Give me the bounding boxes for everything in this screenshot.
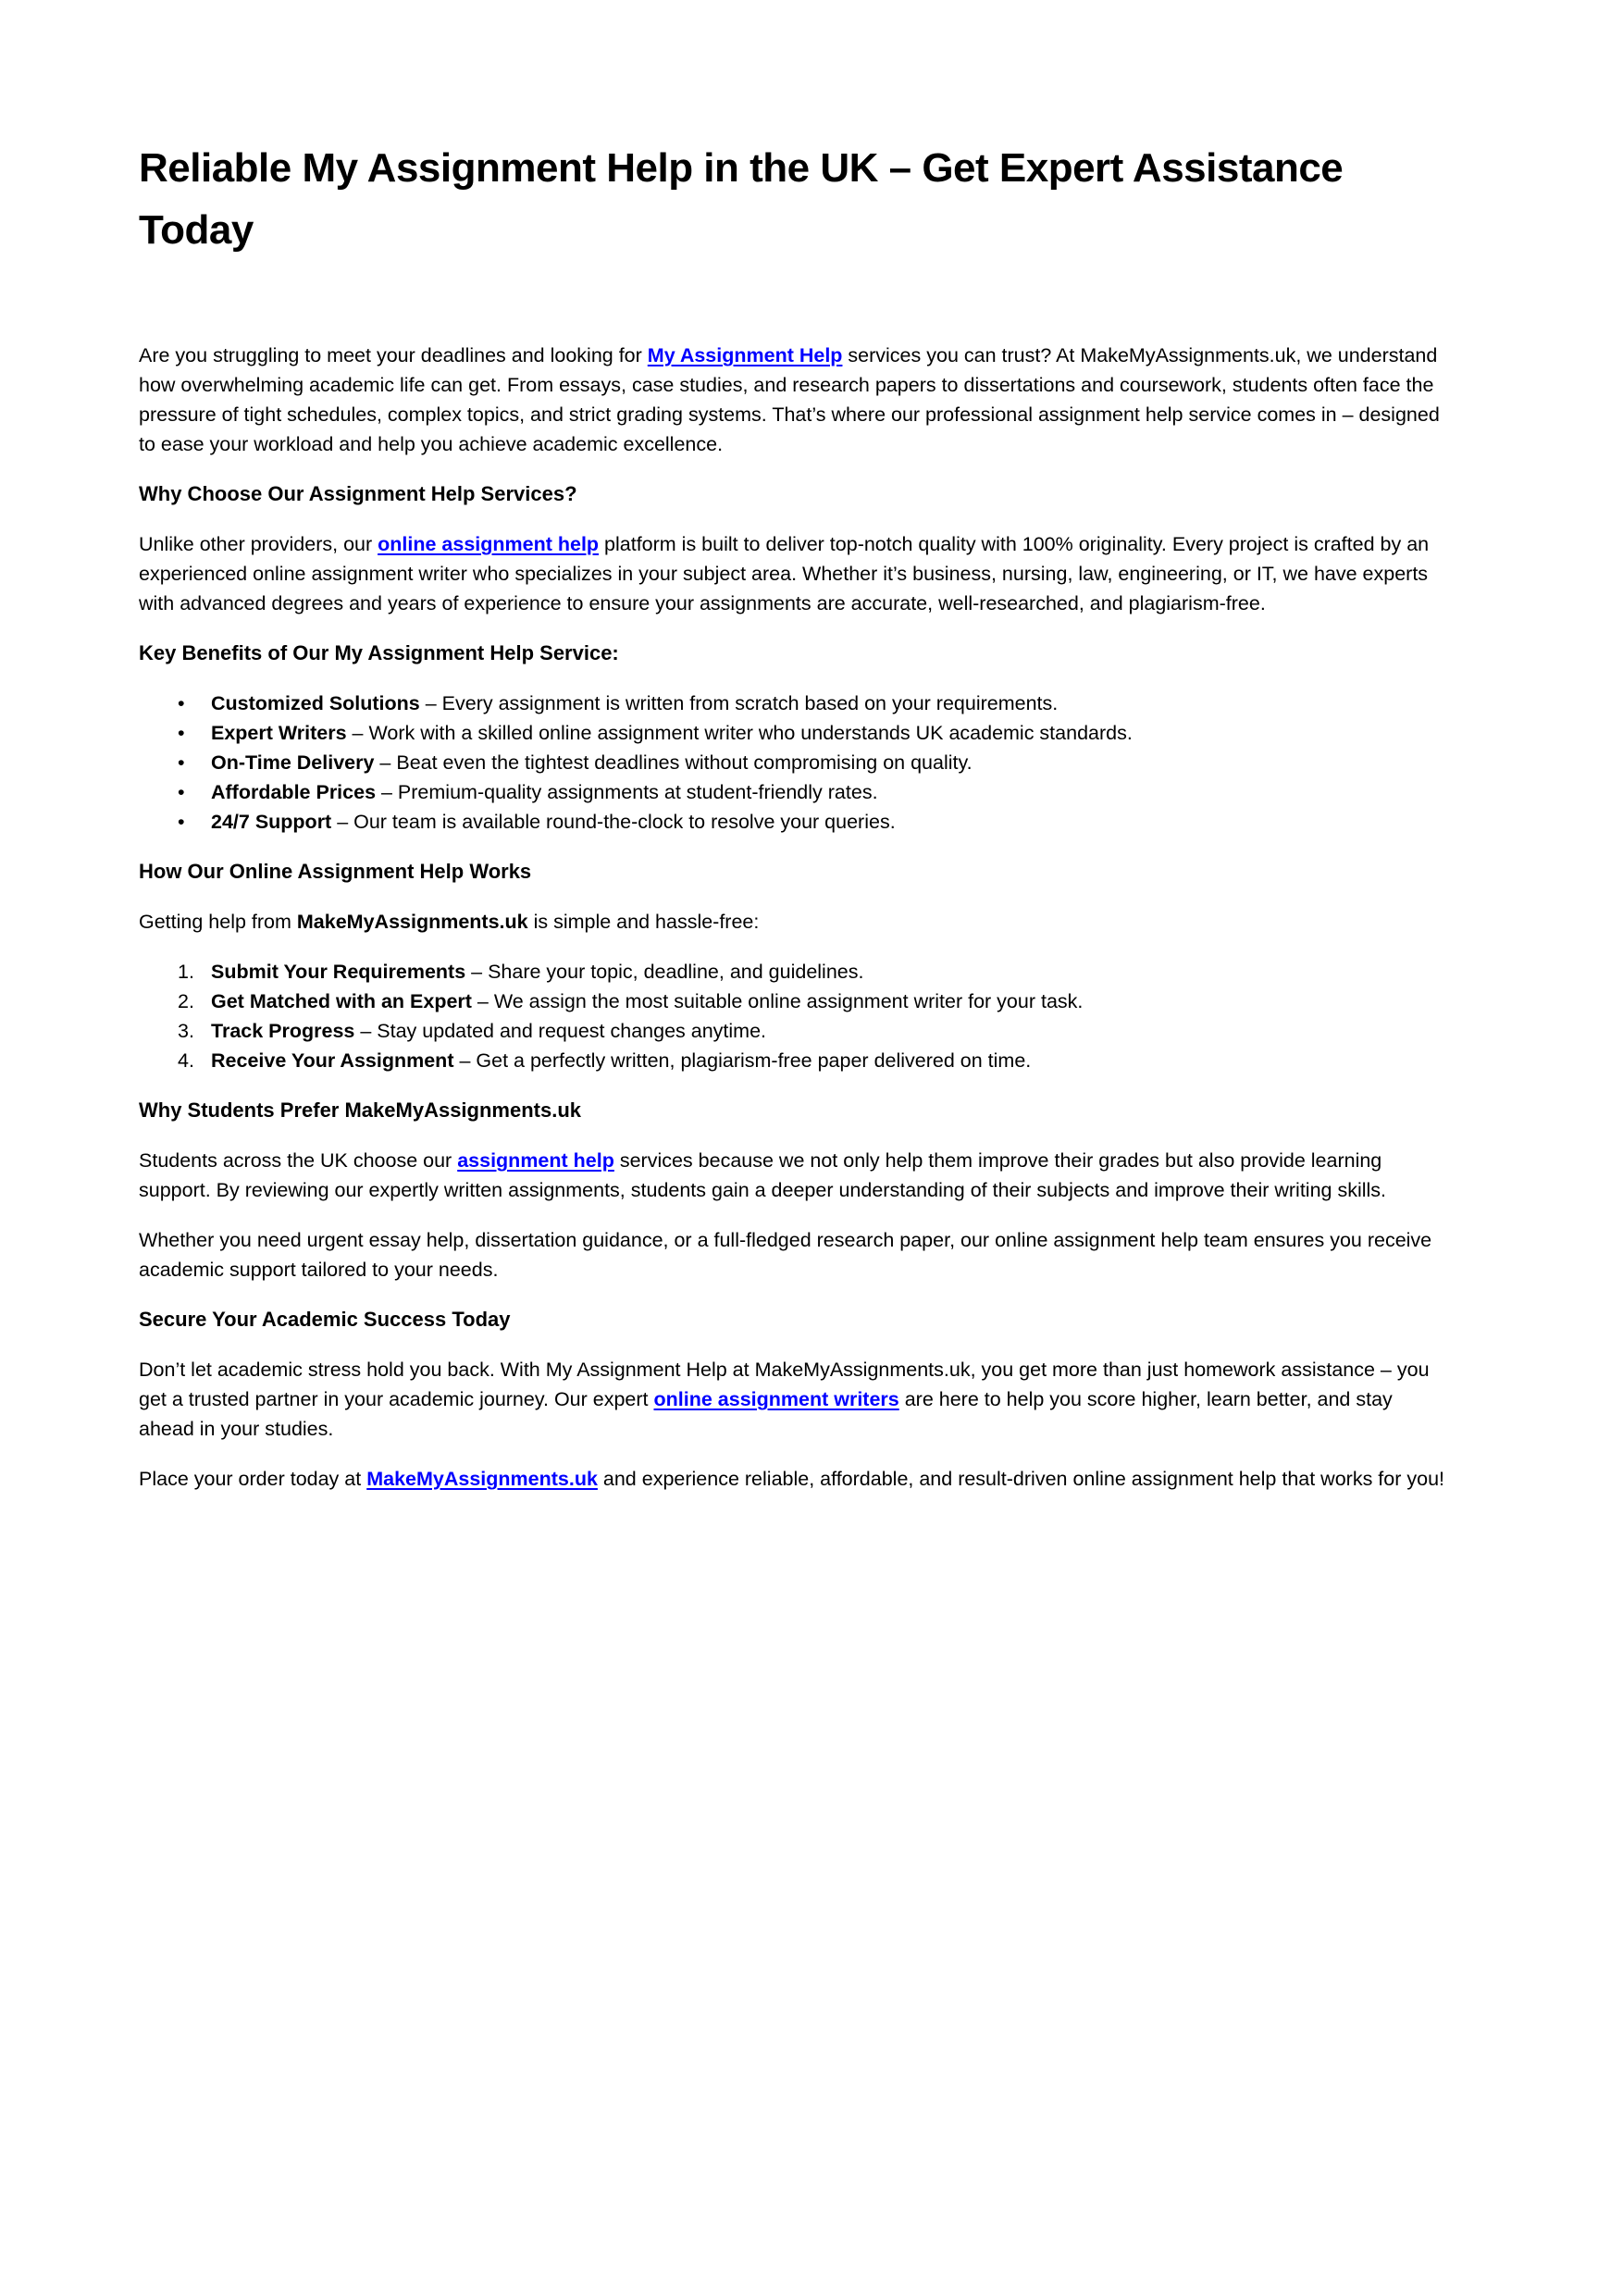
benefit-label: Customized Solutions: [211, 692, 420, 714]
getting-started-post: is simple and hassle-free:: [527, 911, 760, 933]
online-assignment-help-link[interactable]: online assignment help: [378, 533, 600, 555]
getting-started-paragraph: [139, 907, 1445, 937]
page-title: Reliable My Assignment Help in the UK – Get Expert Assistance Today: [139, 145, 1344, 253]
benefit-item-expert-writers: [139, 718, 1445, 748]
why-choose-paragraph: [139, 529, 1445, 618]
students-prefer-post: services because we not only help them improve their grades but also provide learning support. By reviewing our expertly written assignments, students gain a deeper understanding of their subjects and improve their writing skills.: [139, 1149, 1387, 1201]
benefit-item-support: [139, 807, 1445, 837]
step-label: Receive Your Assignment: [211, 1049, 454, 1072]
benefit-label: Expert Writers: [211, 722, 347, 744]
assignment-help-link[interactable]: assignment help: [457, 1149, 614, 1172]
why-choose-text-pre: Unlike other providers, our: [139, 533, 378, 555]
benefit-item-affordable-prices: [139, 777, 1445, 807]
heading-why-choose: Why Choose Our Assignment Help Services?: [139, 482, 577, 505]
step-text: – Get a perfectly written, plagiarism-free paper delivered on time.: [453, 1049, 1032, 1072]
secure-success-paragraph: [139, 1355, 1445, 1444]
benefit-item-customized-solutions: [139, 689, 1445, 718]
benefit-item-on-time-delivery: [139, 748, 1445, 777]
step-item-receive-assignment: [139, 1046, 1445, 1075]
bullet-icon: •: [178, 811, 185, 833]
benefit-label: Affordable Prices: [211, 781, 377, 803]
step-item-get-matched: [139, 987, 1445, 1016]
place-order-paragraph: [139, 1464, 1445, 1494]
bullet-icon: •: [178, 692, 185, 714]
intro-text-post: services you can trust? At MakeMyAssignments.uk, we understand how overwhelming academic life can get. From essays, case studies, and research papers to dissertations and coursework, students often face the pressure of tight schedules, complex topics, and strict grading systems. That’s where our professional assignment help service comes in – designed to ease your workload and help you achieve academic excellence.: [139, 344, 1440, 455]
step-item-submit-requirements: [139, 957, 1445, 987]
benefit-label: 24/7 Support: [211, 811, 332, 833]
secure-success-post: are here to help you score higher, learn better, and stay ahead in your studies.: [139, 1388, 1393, 1440]
bullet-icon: •: [178, 781, 185, 803]
step-number: 3.: [178, 1020, 194, 1042]
bullet-icon: •: [178, 751, 185, 774]
benefit-text: – Work with a skilled online assignment writer who understands UK academic standards.: [346, 722, 1133, 744]
heading-why-students-prefer: Why Students Prefer MakeMyAssignments.uk: [139, 1098, 582, 1122]
brand-name-bold: MakeMyAssignments.uk: [296, 911, 528, 933]
heading-key-benefits: Key Benefits of Our My Assignment Help Service:: [139, 641, 619, 664]
step-number: 4.: [178, 1049, 194, 1072]
steps-list: [139, 957, 1445, 1075]
benefits-list: [139, 689, 1445, 837]
heading-secure-success: Secure Your Academic Success Today: [139, 1308, 511, 1331]
benefit-label: On-Time Delivery: [211, 751, 375, 774]
benefit-text: – Beat even the tightest deadlines without compromising on quality.: [374, 751, 973, 774]
benefit-text: – Premium-quality assignments at student-friendly rates.: [376, 781, 878, 803]
heading-how-it-works: How Our Online Assignment Help Works: [139, 860, 532, 883]
step-number: 2.: [178, 990, 194, 1012]
bullet-icon: •: [178, 722, 185, 744]
step-text: – Share your topic, deadline, and guidelines.: [465, 961, 864, 983]
benefit-text: – Our team is available round-the-clock to resolve your queries.: [331, 811, 896, 833]
my-assignment-help-link[interactable]: My Assignment Help: [647, 344, 843, 366]
makemyassignments-uk-link[interactable]: MakeMyAssignments.uk: [366, 1468, 598, 1490]
step-label: Get Matched with an Expert: [211, 990, 472, 1012]
place-order-pre: Place your order today at: [139, 1468, 367, 1490]
students-prefer-paragraph: [139, 1146, 1445, 1205]
benefit-text: – Every assignment is written from scratch based on your requirements.: [419, 692, 1059, 714]
why-choose-text-post: platform is built to deliver top-notch quality with 100% originality. Every project is crafted by an experienced online assignment writer who specializes in your subject area. Whether it’s business, nursing, law, engineering, or IT, we have experts with advanced degrees and years of experience to ensure your assignments are accurate, well-researched, and plagiarism-free.: [139, 533, 1430, 614]
step-label: Submit Your Requirements: [211, 961, 466, 983]
getting-started-pre: Getting help from: [139, 911, 297, 933]
secure-success-pre: Don’t let academic stress hold you back. With My Assignment Help at MakeMyAssignments.uk, you get more than just homework assistance – you get a trusted partner in your academic journey. Our expert: [139, 1359, 1430, 1410]
tailored-support-paragraph: Whether you need urgent essay help, dissertation guidance, or a full-fledged research paper, our online assignment help team ensures you receive academic support tailored to your needs.: [139, 1229, 1432, 1281]
students-prefer-pre: Students across the UK choose our: [139, 1149, 458, 1172]
intro-text-pre: Are you struggling to meet your deadlines and looking for: [139, 344, 648, 366]
step-text: – Stay updated and request changes anytime.: [354, 1020, 767, 1042]
step-number: 1.: [178, 961, 194, 983]
online-assignment-writers-link[interactable]: online assignment writers: [653, 1388, 899, 1410]
step-text: – We assign the most suitable online assignment writer for your task.: [471, 990, 1084, 1012]
document-body: [139, 137, 1445, 1514]
intro-paragraph: [139, 341, 1445, 459]
step-item-track-progress: [139, 1016, 1445, 1046]
step-label: Track Progress: [211, 1020, 355, 1042]
place-order-post: and experience reliable, affordable, and result-driven online assignment help that works for you!: [597, 1468, 1445, 1490]
